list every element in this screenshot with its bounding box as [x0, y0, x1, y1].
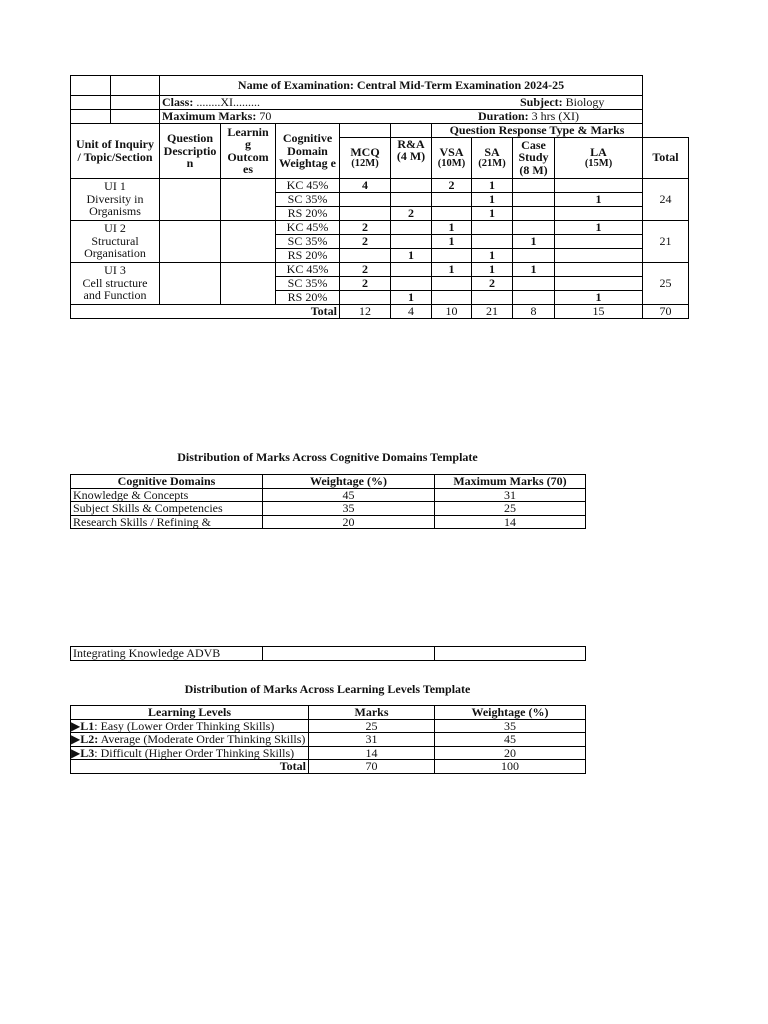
ra-cell — [391, 178, 432, 192]
header-row-1 — [71, 124, 689, 138]
table-row — [71, 647, 586, 661]
case-study-cell — [513, 248, 555, 262]
case-study-cell — [513, 220, 555, 234]
case-study-cell — [513, 192, 555, 206]
unit-3-label: UI 3 Cell structure and Function — [71, 262, 160, 304]
duration-field: Duration: 3 hrs (XI) — [478, 109, 579, 123]
marks: 25 — [309, 719, 435, 733]
la-cell — [555, 248, 643, 262]
vsa-header: VSA (10M) — [432, 137, 472, 178]
mcq-cell: 4 — [340, 178, 391, 192]
marks: 31 — [309, 733, 435, 747]
grand-total: 70 — [643, 304, 689, 318]
ra-cell — [391, 262, 432, 276]
domain-cell: RS 20% — [276, 248, 340, 262]
weightage: 35 — [263, 502, 435, 516]
sa-cell: 1 — [472, 262, 513, 276]
mcq-cell — [340, 248, 391, 262]
domain-name: Knowledge & Concepts — [71, 488, 263, 502]
mcq-cell — [340, 192, 391, 206]
learning-total-row — [71, 760, 586, 774]
domain-cell: RS 20% — [276, 290, 340, 304]
vsa-cell: 2 — [432, 178, 472, 192]
la-cell — [555, 206, 643, 220]
la-cell — [555, 178, 643, 192]
ra-cell: 2 — [391, 206, 432, 220]
domain-cell: SC 35% — [276, 276, 340, 290]
la-header: LA (15M) — [555, 137, 643, 178]
cognitive-domains-table-continued — [70, 646, 586, 661]
total-label: Total — [71, 760, 309, 774]
weightage: 45 — [263, 488, 435, 502]
cognitive-table-title: Distribution of Marks Across Cognitive Domains Template — [177, 450, 478, 464]
table-row — [71, 746, 586, 760]
response-type-header: Question Response Type & Marks — [432, 124, 643, 138]
mcq-cell — [340, 290, 391, 304]
subject-field: Subject: Biology — [520, 95, 605, 109]
total-marks: 70 — [309, 760, 435, 774]
exam-blueprint-table — [70, 75, 689, 319]
case-study-header: Case Study (8 M) — [513, 137, 555, 178]
domain-name: Research Skills / Refining & — [71, 515, 263, 529]
learning-levels-table — [70, 705, 586, 774]
sa-cell: 1 — [472, 248, 513, 262]
mcq-cell: 2 — [340, 276, 391, 290]
mcq-cell: 2 — [340, 234, 391, 248]
vsa-cell — [432, 206, 472, 220]
question-description-header: Question Descriptio n — [160, 124, 221, 179]
total-mcq: 12 — [340, 304, 391, 318]
sa-cell: 1 — [472, 206, 513, 220]
sa-header: SA (21M) — [472, 137, 513, 178]
total-header: Total — [643, 137, 689, 178]
level-l1: ▶L1: Easy (Lower Order Thinking Skills) — [71, 719, 309, 733]
sa-cell: 1 — [472, 178, 513, 192]
table-row — [71, 488, 586, 502]
vsa-cell — [432, 192, 472, 206]
ra-cell — [391, 192, 432, 206]
domain-name: Subject Skills & Competencies — [71, 502, 263, 516]
vsa-cell: 1 — [432, 220, 472, 234]
domain-cell: SC 35% — [276, 234, 340, 248]
sa-cell — [472, 290, 513, 304]
mcq-cell — [340, 206, 391, 220]
case-study-cell — [513, 178, 555, 192]
la-cell — [555, 234, 643, 248]
cognitive-domain-header: Cognitive Domain Weightag e — [276, 124, 340, 179]
mcq-header: MCQ (12M) — [340, 137, 391, 178]
max-marks — [435, 647, 586, 661]
total-la: 15 — [555, 304, 643, 318]
learning-header-row — [71, 706, 586, 720]
totals-row — [71, 304, 689, 318]
weightage: 45 — [435, 733, 586, 747]
learning-table-title: Distribution of Marks Across Learning Levels Template — [184, 682, 471, 696]
vsa-cell — [432, 290, 472, 304]
class-field: Class: ........XI......... — [162, 95, 261, 110]
sa-cell: 2 — [472, 276, 513, 290]
unit-header: Unit of Inquiry / Topic/Section — [71, 124, 160, 179]
domain-cell: KC 45% — [276, 178, 340, 192]
total-case-study: 8 — [513, 304, 555, 318]
total-sa: 21 — [472, 304, 513, 318]
weightage — [263, 647, 435, 661]
case-study-cell: 1 — [513, 234, 555, 248]
unit-3-total: 25 — [643, 262, 689, 304]
col-header: Weightage (%) — [435, 706, 586, 720]
level-l2: ▶L2: Average (Moderate Order Thinking Skills) — [71, 733, 309, 747]
triangle-bullet-icon: ▶ — [71, 746, 81, 760]
max-marks: 25 — [435, 502, 586, 516]
weightage: 20 — [435, 746, 586, 760]
unit-1-label: UI 1 Diversity in Organisms — [71, 178, 160, 220]
cognitive-domains-table — [70, 474, 586, 529]
total-vsa: 10 — [432, 304, 472, 318]
vsa-cell — [432, 276, 472, 290]
max-marks-field: Maximum Marks: 70 — [162, 109, 272, 124]
level-l3: ▶L3: Difficult (Higher Order Thinking Skills) — [71, 746, 309, 760]
case-study-cell — [513, 276, 555, 290]
weightage: 20 — [263, 515, 435, 529]
mcq-cell: 2 — [340, 262, 391, 276]
marks-duration-row — [71, 110, 689, 124]
col-header: Marks — [309, 706, 435, 720]
la-cell: 1 — [555, 290, 643, 304]
domain-cell: KC 45% — [276, 262, 340, 276]
triangle-bullet-icon: ▶ — [71, 732, 81, 747]
triangle-bullet-icon: ▶ — [71, 719, 81, 733]
ra-cell — [391, 276, 432, 290]
max-marks: 14 — [435, 515, 586, 529]
total-ra: 4 — [391, 304, 432, 318]
unit-1-total: 24 — [643, 178, 689, 220]
weightage: 35 — [435, 719, 586, 733]
totals-label: Total — [71, 304, 340, 318]
unit-2-label: UI 2 Structural Organisation — [71, 220, 160, 262]
la-cell — [555, 276, 643, 290]
max-marks: 31 — [435, 488, 586, 502]
col-header: Learning Levels — [71, 706, 309, 720]
col-header: Maximum Marks (70) — [435, 475, 586, 489]
table-row — [71, 502, 586, 516]
la-cell: 1 — [555, 192, 643, 206]
la-cell — [555, 262, 643, 276]
col-header: Cognitive Domains — [71, 475, 263, 489]
learning-outcomes-header: Learnin g Outcom es — [221, 124, 276, 179]
exam-name-row — [71, 76, 689, 96]
unit-2-row-kc — [71, 220, 689, 234]
case-study-cell — [513, 290, 555, 304]
domain-name: Integrating Knowledge ADVB — [71, 647, 263, 661]
ra-cell: 1 — [391, 248, 432, 262]
case-study-cell — [513, 206, 555, 220]
unit-3-row-kc — [71, 262, 689, 276]
sa-cell — [472, 234, 513, 248]
ra-cell — [391, 220, 432, 234]
case-study-cell: 1 — [513, 262, 555, 276]
table-row — [71, 733, 586, 747]
table-row — [71, 515, 586, 529]
unit-2-total: 21 — [643, 220, 689, 262]
la-cell: 1 — [555, 220, 643, 234]
col-header: Weightage (%) — [263, 475, 435, 489]
exam-name: Name of Examination: Central Mid-Term Examination 2024-25 — [160, 76, 643, 96]
ra-cell — [391, 234, 432, 248]
ra-cell: 1 — [391, 290, 432, 304]
total-weightage: 100 — [435, 760, 586, 774]
marks: 14 — [309, 746, 435, 760]
domain-cell: KC 45% — [276, 220, 340, 234]
ra-header: R&A (4 M) — [391, 137, 432, 178]
cognitive-header-row — [71, 475, 586, 489]
class-subject-row — [71, 96, 689, 110]
unit-1-row-kc — [71, 178, 689, 192]
vsa-cell: 1 — [432, 262, 472, 276]
table-row — [71, 719, 586, 733]
domain-cell: SC 35% — [276, 192, 340, 206]
sa-cell: 1 — [472, 192, 513, 206]
sa-cell — [472, 220, 513, 234]
domain-cell: RS 20% — [276, 206, 340, 220]
vsa-cell — [432, 248, 472, 262]
mcq-cell: 2 — [340, 220, 391, 234]
vsa-cell: 1 — [432, 234, 472, 248]
